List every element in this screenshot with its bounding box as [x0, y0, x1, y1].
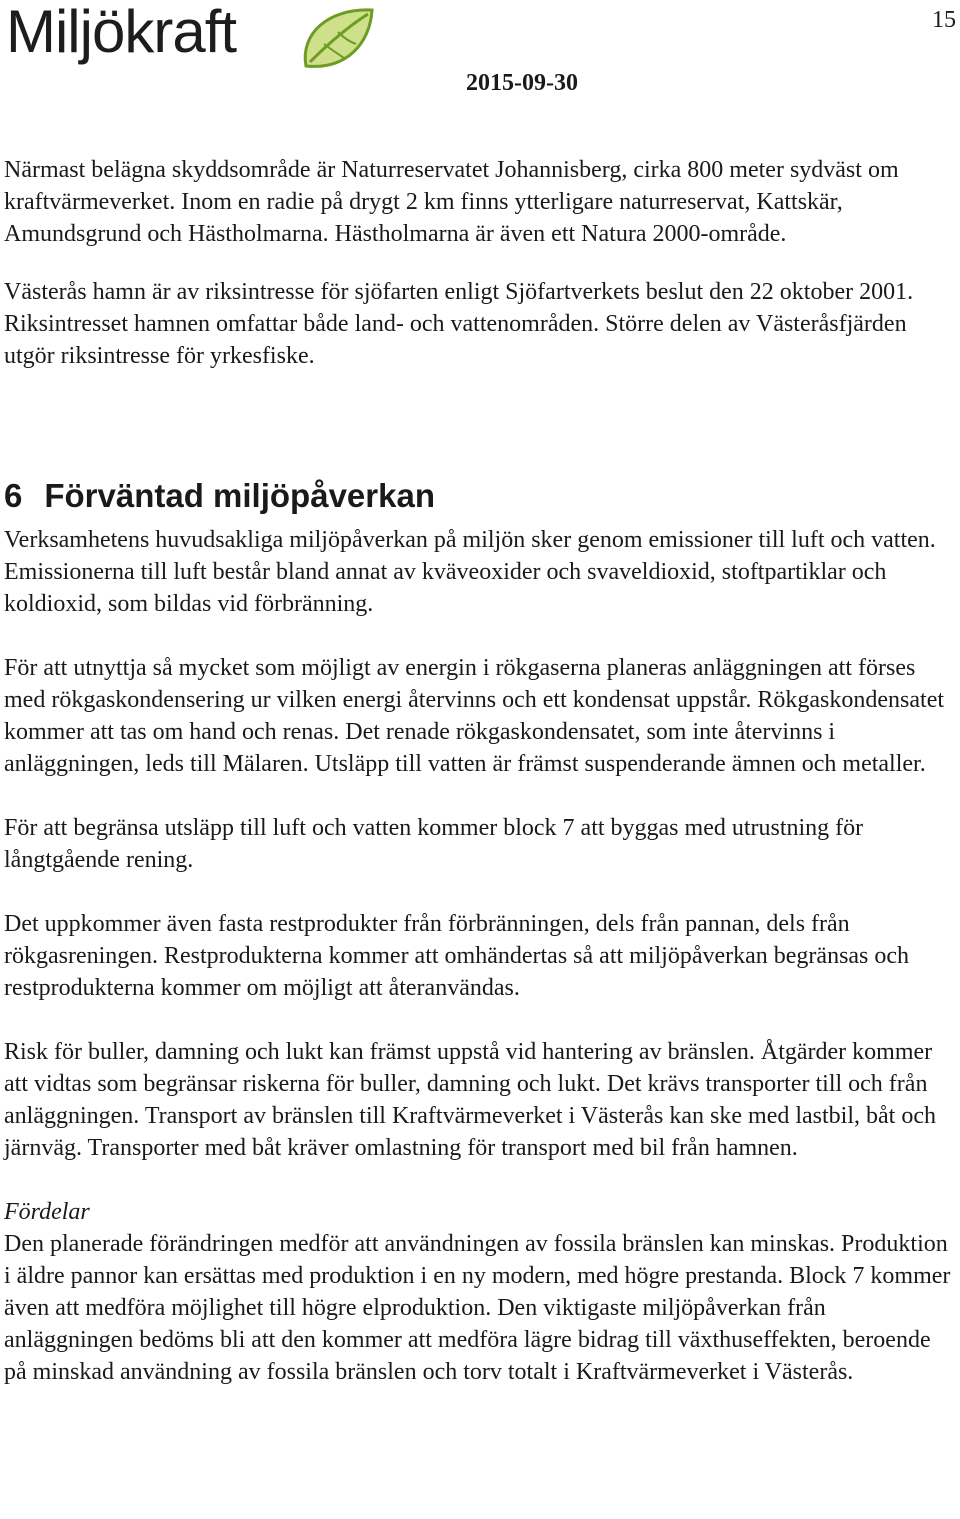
paragraph: Närmast belägna skyddsområde är Naturreservatet Johannisberg, cirka 800 meter sydväst om kraftvärmeverket. Inom en radie på drygt 2 km finns ytterligare naturreservat, Kattskär, Amundsgrund och Hästholmarna. Hästholmarna är även ett Natura 2000-område. [4, 157, 899, 247]
paragraph: Den planerade förändringen medför att användningen av fossila bränslen kan minskas. Produktion i äldre pannor kan ersättas med produktion i en ny modern, med högre prestanda. Block 7 kommer även att medföra möjlighet till högre elproduktion. Den viktigaste miljöpåverkan från anläggningen bedöms bli att den kommer att medföra lägre bidrag till växthuseffekten, beroende på minskad användning av fossila bränslen och torv totalt i Kraftvärmeverket i Västerås. [4, 1231, 951, 1385]
subheading-benefits: Fördelar [4, 1199, 90, 1225]
leaf-icon [298, 4, 376, 72]
paragraph: För att begränsa utsläpp till luft och vatten kommer block 7 att byggas med utrustning för långtgående rening. [4, 815, 864, 873]
document-date: 2015-09-30 [466, 70, 578, 96]
paragraph: Det uppkommer även fasta restprodukter från förbränningen, dels från pannan, dels från rökgasreningen. Restprodukterna kommer att omhändertas så att miljöpåverkan begränsas och restprodukterna kommer om möjligt att återanvändas. [4, 911, 910, 1001]
page-header [0, 0, 960, 110]
section-title: Förväntad miljöpåverkan [44, 477, 435, 514]
page-number: 15 [932, 7, 956, 33]
paragraph: För att utnyttja så mycket som möjligt av energin i rökgaserna planeras anläggningen att förses med rökgaskondensering ur vilken energi återvinns och ett kondensat uppstår. Rökgaskondensatet kommer att tas om hand och renas. Det renade rökgaskondensatet, som inte återvinns i anläggningen, leds till Mälaren. Utsläpp till vatten är främst suspenderande ämnen och metaller. [4, 655, 945, 777]
paragraph: Västerås hamn är av riksintresse för sjöfarten enligt Sjöfartverkets beslut den 22 oktober 2001. Riksintresset hamnen omfattar både land- och vattenområden. Större delen av Västeråsfjärden utgör riksintresse för yrkesfiske. [4, 279, 914, 369]
section-heading [4, 474, 954, 518]
paragraph: Risk för buller, damning och lukt kan främst uppstå vid hantering av bränslen. Åtgärder kommer att vidtas som begränsar riskerna för buller, damning och lukt. Det krävs transporter till och från anläggningen. Transport av bränslen till Kraftvärmeverket i Västerås kan ske med lastbil, båt och järnväg. Transporter med båt kräver omlastning för transport med bil från hamnen. [4, 1039, 936, 1161]
logo-wordmark: Miljökraft [6, 0, 237, 65]
section-number: 6 [4, 477, 23, 514]
document-body [4, 154, 954, 1388]
paragraph: Verksamhetens huvudsakliga miljöpåverkan på miljön sker genom emissioner till luft och vatten. Emissionerna till luft består bland annat av kväveoxider och svaveldioxid, stoftpartiklar och koldioxid, som bildas vid förbränning. [4, 527, 936, 617]
company-logo [6, 0, 376, 72]
